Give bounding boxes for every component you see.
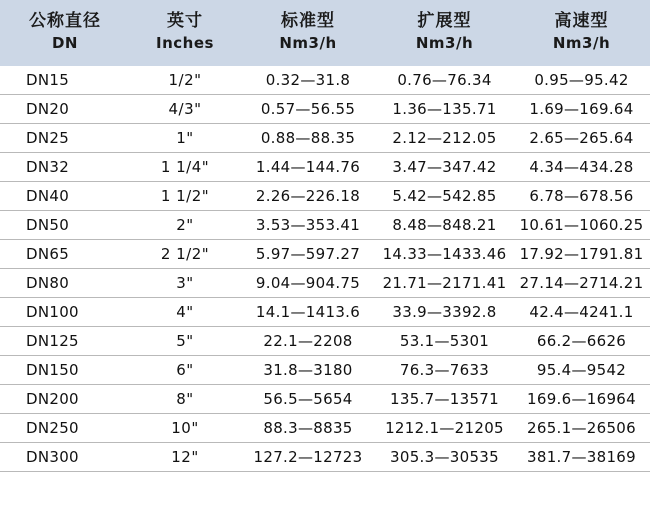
cell-inches: 8" [130,385,240,414]
cell-nominal-diameter: DN250 [0,414,130,443]
table-row [0,153,650,182]
table-row [0,124,650,153]
cell-highspeed-flow: 95.4—9542 [513,356,650,385]
table-row [0,385,650,414]
column-header-inches-sub: Inches [156,34,214,53]
cell-nominal-diameter: DN150 [0,356,130,385]
table-row [0,66,650,95]
cell-highspeed-flow: 169.6—16964 [513,385,650,414]
cell-standard-flow: 2.26—226.18 [240,182,376,211]
cell-nominal-diameter: DN100 [0,298,130,327]
cell-extended-flow: 305.3—30535 [376,443,513,472]
table-row [0,414,650,443]
cell-nominal-diameter: DN20 [0,95,130,124]
table-row [0,95,650,124]
cell-extended-flow: 53.1—5301 [376,327,513,356]
cell-inches: 1" [130,124,240,153]
cell-inches: 1/2" [130,66,240,95]
cell-standard-flow: 0.32—31.8 [240,66,376,95]
cell-standard-flow: 31.8—3180 [240,356,376,385]
table-row [0,327,650,356]
table-row [0,356,650,385]
column-header-highspeed-sub: Nm3/h [552,34,611,53]
cell-inches: 6" [130,356,240,385]
cell-inches: 2 1/2" [130,240,240,269]
column-header-highspeed [513,0,650,66]
column-header-nominal-diameter-sub: DN [51,34,78,53]
column-header-standard-sub: Nm3/h [279,34,337,53]
cell-extended-flow: 1212.1—21205 [376,414,513,443]
column-header-standard-main: 标准型 [281,11,335,32]
cell-highspeed-flow: 0.95—95.42 [513,66,650,95]
cell-inches: 4/3" [130,95,240,124]
cell-inches: 1 1/2" [130,182,240,211]
cell-nominal-diameter: DN15 [0,66,130,95]
cell-extended-flow: 5.42—542.85 [376,182,513,211]
cell-nominal-diameter: DN65 [0,240,130,269]
column-header-extended-sub: Nm3/h [415,34,474,53]
cell-standard-flow: 0.57—56.55 [240,95,376,124]
column-header-highspeed-main: 高速型 [554,11,609,32]
cell-standard-flow: 56.5—5654 [240,385,376,414]
column-header-extended-main: 扩展型 [417,11,472,32]
cell-nominal-diameter: DN300 [0,443,130,472]
cell-highspeed-flow: 265.1—26506 [513,414,650,443]
table-header [0,0,650,66]
table-body [0,66,650,472]
table-row [0,211,650,240]
cell-highspeed-flow: 1.69—169.64 [513,95,650,124]
cell-standard-flow: 127.2—12723 [240,443,376,472]
cell-inches: 3" [130,269,240,298]
cell-highspeed-flow: 381.7—38169 [513,443,650,472]
cell-inches: 5" [130,327,240,356]
cell-standard-flow: 5.97—597.27 [240,240,376,269]
cell-standard-flow: 22.1—2208 [240,327,376,356]
cell-nominal-diameter: DN40 [0,182,130,211]
cell-inches: 1 1/4" [130,153,240,182]
table-row [0,269,650,298]
cell-extended-flow: 0.76—76.34 [376,66,513,95]
cell-inches: 10" [130,414,240,443]
cell-highspeed-flow: 4.34—434.28 [513,153,650,182]
cell-extended-flow: 33.9—3392.8 [376,298,513,327]
cell-extended-flow: 3.47—347.42 [376,153,513,182]
cell-highspeed-flow: 66.2—6626 [513,327,650,356]
column-header-nominal-diameter [0,0,130,66]
cell-standard-flow: 9.04—904.75 [240,269,376,298]
column-header-standard [240,0,376,66]
cell-nominal-diameter: DN25 [0,124,130,153]
cell-inches: 12" [130,443,240,472]
cell-highspeed-flow: 2.65—265.64 [513,124,650,153]
cell-standard-flow: 14.1—1413.6 [240,298,376,327]
cell-extended-flow: 2.12—212.05 [376,124,513,153]
cell-highspeed-flow: 42.4—4241.1 [513,298,650,327]
cell-nominal-diameter: DN125 [0,327,130,356]
cell-extended-flow: 21.71—2171.41 [376,269,513,298]
cell-extended-flow: 76.3—7633 [376,356,513,385]
table-row [0,298,650,327]
cell-highspeed-flow: 6.78—678.56 [513,182,650,211]
table-row [0,443,650,472]
cell-nominal-diameter: DN200 [0,385,130,414]
column-header-nominal-diameter-main: 公称直径 [29,11,101,32]
table-header-row [0,0,650,66]
table-row [0,182,650,211]
cell-highspeed-flow: 17.92—1791.81 [513,240,650,269]
cell-extended-flow: 135.7—13571 [376,385,513,414]
cell-extended-flow: 14.33—1433.46 [376,240,513,269]
cell-extended-flow: 8.48—848.21 [376,211,513,240]
cell-nominal-diameter: DN80 [0,269,130,298]
cell-highspeed-flow: 27.14—2714.21 [513,269,650,298]
cell-extended-flow: 1.36—135.71 [376,95,513,124]
cell-standard-flow: 88.3—8835 [240,414,376,443]
cell-standard-flow: 3.53—353.41 [240,211,376,240]
cell-inches: 2" [130,211,240,240]
cell-inches: 4" [130,298,240,327]
column-header-inches-main: 英寸 [167,11,203,32]
cell-standard-flow: 1.44—144.76 [240,153,376,182]
column-header-inches [130,0,240,66]
cell-nominal-diameter: DN50 [0,211,130,240]
cell-nominal-diameter: DN32 [0,153,130,182]
cell-highspeed-flow: 10.61—1060.25 [513,211,650,240]
column-header-extended [376,0,513,66]
table-row [0,240,650,269]
cell-standard-flow: 0.88—88.35 [240,124,376,153]
